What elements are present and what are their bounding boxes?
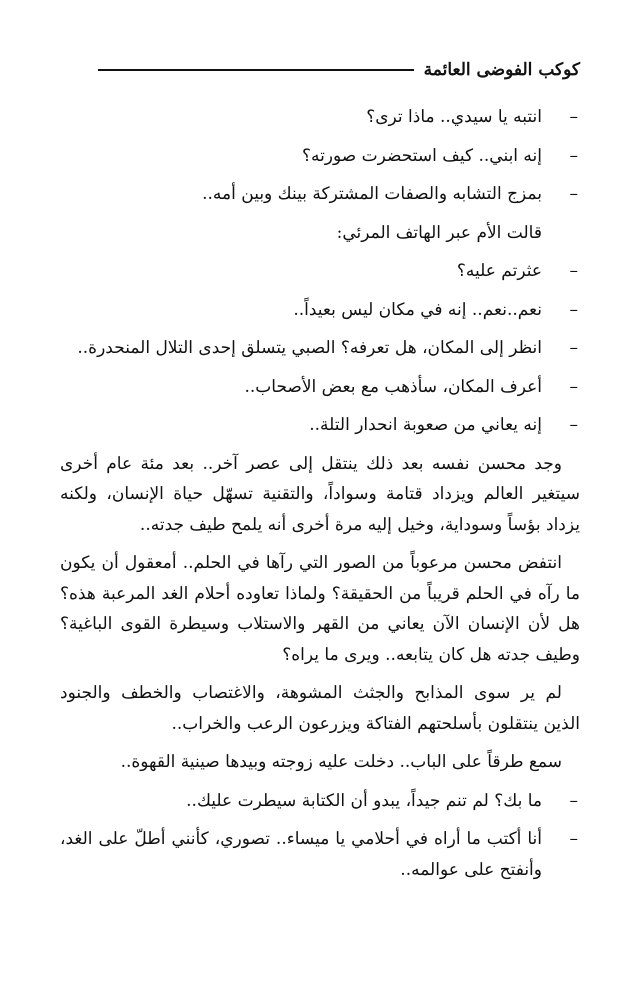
dialogue-text: أنا أكتب ما أراه في أحلامي يا ميساء.. تصوري، كأنني أطلّ على الغد، وأنفتح على عوالمه..	[60, 829, 542, 880]
dialogue-dash: –	[569, 299, 578, 320]
dialogue-line	[60, 102, 580, 133]
paragraph: وجد محسن نفسه بعد ذلك ينتقل إلى عصر آخر.. بعد مئة عام أخرى سيتغير العالم ويزداد قتامة وسواداً، والتقنية تسهّل حياة الإنسان، ولكنه يزداد بؤساً وسوداية، وخيل إليه مرة أخرى أنه يلمح طيف جدته..	[60, 453, 580, 535]
dialogue-text: ما بك؟ لم تنم جيداً، يبدو أن الكتابة سيطرت عليك..	[186, 790, 542, 811]
dialogue-dash: –	[569, 184, 578, 204]
dialogue-line	[60, 410, 580, 441]
dialogue-line	[60, 786, 580, 817]
narration-line	[60, 218, 580, 249]
dialogue-dash: –	[569, 261, 578, 281]
paragraph: سمع طرقاً على الباب.. دخلت عليه زوجته وبيدها صينية القهوة..	[120, 752, 562, 772]
dialogue-line	[60, 824, 580, 885]
dialogue-line	[60, 179, 580, 210]
paragraph: لم ير سوى المذابح والجثث المشوهة، والاغتصاب والخطف والجنود الذين ينتقلون بأسلحتهم الفتاكة ويزرعون الرعب والخراب..	[60, 683, 580, 734]
dialogue-text: عثرتم عليه؟	[456, 261, 542, 281]
dialogue-dash: –	[569, 145, 578, 166]
dialogue-line	[60, 333, 580, 364]
dialogue-text: أعرف المكان، سأذهب مع بعض الأصحاب..	[244, 376, 542, 397]
dialogue-text: بمزج التشابه والصفات المشتركة بينك وبين أمه..	[202, 184, 542, 204]
header-rule	[98, 69, 414, 71]
page-body	[60, 102, 580, 893]
dialogue-line	[60, 256, 580, 287]
dialogue-line	[60, 141, 580, 172]
dialogue-dash: –	[569, 829, 578, 849]
dialogue-text: إنه يعاني من صعوبة انحدار التلة..	[309, 415, 542, 435]
dialogue-text: نعم..نعم.. إنه في مكان ليس بعيداً..	[293, 299, 542, 320]
paragraph: انتفض محسن مرعوباً من الصور التي رآها في الحلم.. أمعقول أن يكون ما رآه في الحلم قريباً من الحقيقة؟ ولماذا تعاوده أحلام الغد المرعبة هذه؟ هل لأن الإنسان الآن يعاني من القهر والاستلاب وسيطرة القوى الباغية؟ وطيف جدته هل كان يتابعه.. ويرى ما يراه؟	[60, 553, 580, 665]
dialogue-text: إنه ابني.. كيف استحضرت صورته؟	[301, 145, 542, 166]
dialogue-text: انتبه يا سيدي.. ماذا ترى؟	[366, 107, 542, 127]
running-header	[98, 60, 580, 80]
dialogue-dash: –	[569, 415, 578, 435]
narration-text: قالت الأم عبر الهاتف المرئي:	[336, 222, 542, 243]
running-header-title: كوكب الفوضى العائمة	[423, 60, 580, 80]
dialogue-text: انظر إلى المكان، هل تعرفه؟ الصبي يتسلق إحدى التلال المنحدرة..	[77, 338, 542, 358]
dialogue-dash: –	[569, 376, 578, 397]
dialogue-dash: –	[569, 107, 578, 127]
dialogue-dash: –	[569, 790, 578, 811]
dialogue-line	[60, 372, 580, 403]
dialogue-dash: –	[569, 338, 578, 358]
dialogue-line	[60, 295, 580, 326]
